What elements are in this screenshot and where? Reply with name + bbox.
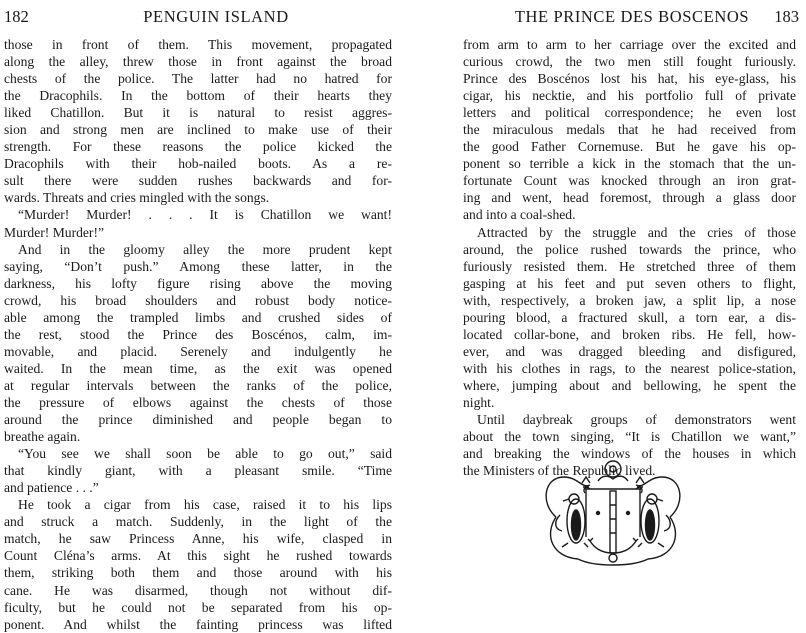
text-line: around, the police rushed towards the prince, who <box>463 241 796 257</box>
left-page-number: 182 <box>4 7 29 26</box>
text-line: Prince des Boscénos lost his hat, his eye-glass, his <box>463 71 796 87</box>
text-line: pouring blood, a fractured skull, a torn ear, a dis- <box>463 309 796 325</box>
left-page <box>0 0 403 632</box>
text-line: curious crowd, the two men still fought furiously. <box>463 54 796 70</box>
text-line: Count Cléna’s arms. At this sight he rushed towards <box>4 548 392 564</box>
text-line: located collar-bone, and broken ribs. He fell, how- <box>463 326 796 342</box>
text-line: and struck a match. Suddenly, in the light of the <box>4 514 392 530</box>
right-page <box>403 0 806 617</box>
text-line: liked Chatillon. But it is natural to resist aggres- <box>4 105 392 121</box>
text-line: furiously resisted them. He stretched three of them <box>463 258 796 274</box>
text-line: ing and went, head foremost, through a glass door <box>463 190 796 206</box>
text-line: the Dracophils. In the bottom of their hearts they <box>4 88 392 104</box>
text-line: the good Father Cornemuse. But he gave his op- <box>463 139 796 155</box>
text-line: the Ministers of the Republic lived. <box>463 463 656 479</box>
text-line: and patience . . .” <box>4 480 99 496</box>
text-line: with his clothes in rags, to the nearest police-station, <box>463 360 796 376</box>
text-line: “You see we shall soon be able to go out,” said <box>18 446 392 462</box>
text-line: the pressure of elbows against the chests of those <box>4 394 392 410</box>
text-line: night. <box>463 394 495 410</box>
text-line: Murder! Murder!” <box>4 224 105 240</box>
text-line: Attracted by the struggle and the cries of those <box>477 224 796 240</box>
text-line: ponent so terrible a kick in the stomach that the un- <box>463 156 796 172</box>
text-line: chests of the police. The latter had no hatred for <box>4 71 392 87</box>
text-line: the rest, stood the Prince des Boscénos, calm, im- <box>4 326 392 342</box>
text-line: cane. He was disarmed, though not without dif- <box>4 582 392 598</box>
text-line: Until daybreak groups of demonstrators went <box>477 412 796 428</box>
text-line: movable, and placid. Serenely and indulgently he <box>4 343 392 359</box>
text-line: able among the trampled limbs and crushed sides of <box>4 309 392 325</box>
text-line: sion and strong men are inclined to make use of their <box>4 122 392 138</box>
text-line: and breaking the windows of the houses in which <box>463 446 796 462</box>
left-running-head: PENGUIN ISLAND <box>143 7 289 26</box>
right-page-number: 183 <box>774 7 799 26</box>
text-line: “Murder! Murder! . . . It is Chatillon we want! <box>18 207 392 223</box>
text-line: cigar, his necktie, and his portfolio full of private <box>463 88 796 104</box>
text-line: from arm to arm to her carriage over the excited and <box>463 37 796 52</box>
text-line: wards. Threats and cries mingled with the songs. <box>4 190 270 206</box>
text-line: those in front of them. This movement, propagated <box>4 37 392 52</box>
text-line: and into a coal-shed. <box>463 207 576 223</box>
penguins-anchor-vignette-icon <box>538 455 688 575</box>
text-line: them, striking both them and those around with his <box>4 565 392 581</box>
text-line: ficulty, but he could not be separated from his op- <box>4 599 392 615</box>
text-line: match, he saw Princess Anne, his wife, clasped in <box>4 531 392 547</box>
text-line: at regular intervals between the ranks of the police, <box>4 377 392 393</box>
text-line: ever, and was dragged bleeding and disfigured, <box>463 343 796 359</box>
text-line: sult there were sudden rushes backwards and for- <box>4 173 392 189</box>
right-running-head: THE PRINCE DES BOSCENOS <box>514 7 750 26</box>
text-line: that kindly giant, with a pleasant smile. “Time <box>4 463 392 479</box>
text-line: He took a cigar from his case, raised it to his lips <box>18 497 392 513</box>
text-line: fortunate Count was knocked through an iron grat- <box>463 173 796 189</box>
right-page-body <box>463 36 796 479</box>
text-line: letters and political correspondence; he even lost <box>463 105 796 121</box>
text-line: breathe again. <box>4 429 81 445</box>
left-page-body <box>4 36 392 633</box>
text-line: about the town singing, “It is Chatillon we want,” <box>463 429 796 445</box>
text-line: with, respectively, a broken jaw, a split lip, a nose <box>463 292 796 308</box>
text-line: around the prince diminished and people began to <box>4 412 392 428</box>
text-line: the miraculous medals that he had received from <box>463 122 796 138</box>
text-line: saying, “Don’t push.” Among these latter, in the <box>4 258 392 274</box>
text-line: where, jumping about and bellowing, he spent the <box>463 377 796 393</box>
text-line: ponent. And whilst the fainting princess was lifted <box>4 616 392 632</box>
text-line: gasping at his feet and put seven others to flight, <box>463 275 796 291</box>
text-line: along the alley, threw those in front against the broad <box>4 54 392 70</box>
text-line: crowd, his broad shoulders and robust body notice- <box>4 292 392 308</box>
text-line: strength. For these reasons the police kicked the <box>4 139 392 155</box>
text-line: darkness, his lofty figure rising above the moving <box>4 275 392 291</box>
text-line: And in the gloomy alley the more prudent kept <box>18 241 392 257</box>
text-line: Dracophils with their hob-nailed boots. As a re- <box>4 156 392 172</box>
text-line: waited. In the mean time, as the exit was opened <box>4 360 392 376</box>
